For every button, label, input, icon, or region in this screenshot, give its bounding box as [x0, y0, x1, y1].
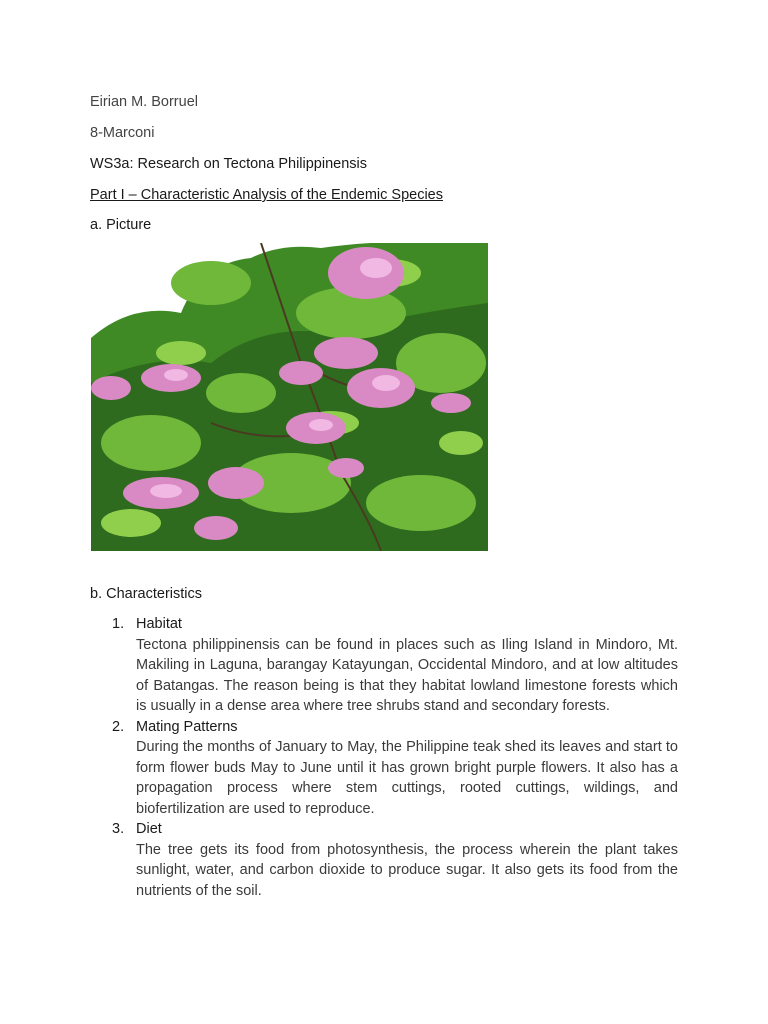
item-text: During the months of January to May, the Philippine teak shed its leaves and start to form flower buds May to June until it has grown bright purple flowers. It also has a propagation process where stem cuttings, rooted cuttings, wildings, and biofertilization are used to reproduce. [136, 739, 678, 817]
picture-heading: a. Picture [90, 217, 152, 233]
author-name: Eirian M. Borruel [90, 94, 198, 110]
item-number: 2. [112, 718, 125, 735]
item-title: Mating Patterns [136, 718, 238, 735]
item-text: Tectona philippinensis can be found in places such as Iling Island in Mindoro, Mt. Makiling in Laguna, barangay Katayungan, Occidental Mindoro, and at low altitudes of Batangas. The reason being is that they habitat lowland limestone forests which is usually in a dense area where tree shrubs stand and secondary forests. [136, 636, 678, 714]
list-item [112, 717, 678, 820]
item-number: 3. [112, 821, 125, 837]
item-text: The tree gets its food from photosynthesis, the process wherein the plant takes sunlight, water, and carbon dioxide to produce sugar. It also gets its food from the nutrients of the soil. [136, 841, 678, 899]
characteristics-list [112, 614, 678, 901]
list-item [112, 819, 678, 901]
item-title: Habitat [136, 616, 182, 632]
item-number: 1. [112, 616, 125, 632]
item-title: Diet [136, 821, 162, 837]
list-item [112, 614, 678, 717]
tectona-philippinensis-photo [91, 243, 488, 551]
part-heading: Part I – Characteristic Analysis of the Endemic Species [90, 187, 443, 203]
worksheet-title: WS3a: Research on Tectona Philippinensis [90, 156, 368, 172]
characteristics-heading: b. Characteristics [90, 586, 203, 602]
class-section: 8-Marconi [90, 125, 155, 141]
